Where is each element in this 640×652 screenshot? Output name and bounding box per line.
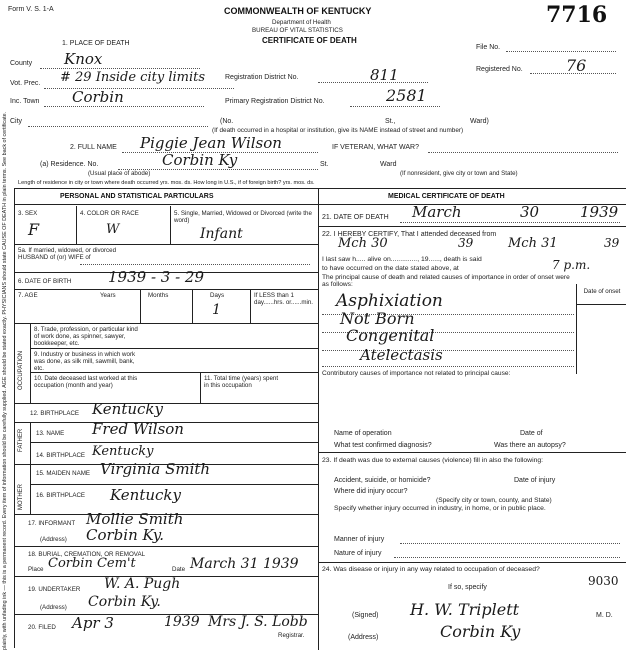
form-id: Form V. S. 1-A: [8, 6, 54, 13]
mother-birthplace-label: 16. BIRTHPLACE: [36, 492, 86, 499]
color-value: W: [106, 222, 120, 237]
city-label: City: [10, 118, 23, 125]
signed-label: (Signed): [352, 612, 379, 619]
ward-label: Ward): [470, 118, 489, 125]
inc-town-label: Inc. Town: [10, 98, 40, 105]
years-label: Years: [100, 292, 116, 299]
vot-prec-label: Vot. Prec.: [10, 80, 41, 87]
reg-district-value: 811: [370, 66, 399, 84]
filed-label: 20. FILED: [28, 624, 56, 631]
date-of-injury-label: Date of injury: [514, 477, 556, 484]
date-of-death-year: 1939: [580, 203, 619, 221]
birthplace-value: Kentucky: [92, 400, 163, 418]
days-label: Days: [210, 292, 225, 299]
informant-value: Mollie Smith: [86, 510, 184, 528]
no-label: (No.: [220, 118, 234, 125]
specify-label: Specify whether injury occurred in industry, in home, or in public place.: [334, 505, 546, 512]
md-label: M. D.: [596, 612, 613, 619]
residence-st-label: St.: [320, 161, 329, 168]
mother-birthplace-value: Kentucky: [110, 486, 181, 504]
nature-label: Nature of injury: [334, 550, 382, 557]
primary-reg-label: Primary Registration District No.: [225, 98, 325, 105]
test-label: What test confirmed diagnosis?: [334, 442, 432, 449]
attended-to: Mch 31: [508, 236, 558, 251]
burial-place-value: Corbin Cem't: [48, 556, 136, 571]
cause-line: The principal cause of death and related causes of importance in order of onset were as follows:: [322, 274, 570, 288]
date-of-death-day: 30: [520, 203, 540, 221]
occ-8-label: 8. Trade, profession, or particular kind of work done, as spinner, sawyer, bookkeeper, etc.: [34, 326, 138, 347]
color-label: 4. COLOR OR RACE: [80, 210, 139, 217]
vot-prec-value: # 29 Inside city limits: [60, 70, 206, 85]
cause-1: Asphixiation: [336, 291, 443, 311]
external-causes-label: 23. If death was due to external causes (violence) fill in also the following:: [322, 457, 544, 464]
last-saw-line: I last saw h..... alive on.............., 19......, death is said: [322, 256, 482, 263]
informant-address-value: Corbin Ky.: [86, 526, 165, 544]
marital-value: Infant: [200, 226, 243, 242]
undertaker-address-value: Corbin Ky.: [88, 594, 161, 610]
reg-district-label: Registration District No.: [225, 74, 299, 81]
residence-ward-label: Ward: [380, 161, 397, 168]
father-birthplace-label: 14. BIRTHPLACE: [36, 452, 86, 459]
hospital-note: (If death occurred in a hospital or institution, give its NAME instead of street and number): [212, 127, 464, 134]
date-of-onset-label: Date of onset: [583, 288, 621, 295]
full-name-label: 2. FULL NAME: [70, 144, 117, 151]
father-name-label: 13. NAME: [36, 430, 65, 437]
father-birthplace-value: Kentucky: [92, 444, 154, 459]
attended-from: Mch 30: [338, 236, 388, 251]
burial-place-label: Place: [28, 566, 44, 573]
undertaker-value: W. A. Pugh: [104, 576, 181, 592]
certify-label: 22. I HEREBY CERTIFY, That I attended deceased from: [322, 231, 497, 238]
date-of-death-label: 21. DATE OF DEATH: [322, 214, 389, 221]
less-than-label: If LESS than 1 day......hrs. or......min.: [254, 292, 314, 306]
stamp-number: 9030: [588, 574, 619, 588]
time-of-death: 7 p.m.: [552, 258, 591, 272]
father-name-value: Fred Wilson: [92, 420, 184, 438]
occ-9-label: 9. Industry or business in which work was done, as silk mill, sawmill, bank, etc.: [34, 351, 136, 372]
attended-to-year: 39: [604, 236, 620, 250]
certificate-number: 7716: [546, 2, 608, 28]
sex-value: F: [28, 220, 40, 239]
mother-name-label: 15. MAIDEN NAME: [36, 470, 90, 477]
registrar-value: Mrs J. S. Lobb: [208, 614, 308, 630]
county-label: County: [10, 60, 33, 67]
nonresident-note: (If nonresident, give city or town and State): [400, 170, 518, 177]
physician-address-value: Corbin Ky: [440, 622, 521, 641]
occupation-vertical-label: OCCUPATION: [18, 350, 24, 390]
residence-value: Corbin Ky: [162, 151, 238, 169]
primary-reg-value: 2581: [386, 86, 427, 105]
veteran-label: IF VETERAN, WHAT WAR?: [332, 144, 419, 151]
accident-label: Accident, suicide, or homicide?: [334, 477, 431, 484]
full-name-value: Piggie Jean Wilson: [140, 134, 282, 152]
informant-address-label: (Address): [40, 536, 67, 543]
side-instruction-note: plainly, with unfading ink — this is a permanent record. Every item of information should be carefully supplied. AGE should be stated exactly. PHYSICIANS should state CAUSE OF DEATH in plain terms. See back of certificate.: [2, 111, 8, 650]
mother-name-value: Virginia Smith: [100, 460, 211, 478]
where-note: (Specify city or town, county, and State): [436, 497, 552, 504]
if-so-label: If so, specify: [448, 584, 487, 591]
sex-label: 3. SEX: [18, 210, 38, 217]
filed-value: Apr 3: [72, 614, 114, 632]
mother-vertical-label: MOTHER: [18, 484, 24, 510]
burial-date-value: March 31 1939: [190, 556, 299, 572]
department-label: Department of Health: [272, 19, 331, 26]
age-days-value: 1: [212, 302, 221, 318]
burial-label: 18. BURIAL, CREMATION, OR REMOVAL: [28, 551, 146, 558]
occ-10-label: 10. Date deceased last worked at this occupation (month and year): [34, 375, 138, 389]
dob-label: 6. DATE OF BIRTH: [18, 278, 72, 285]
registrar-label: Registrar.: [278, 632, 305, 639]
occ-11-label: 11. Total time (years) spent in this occupation: [204, 375, 279, 389]
filed-year-value: 1939: [164, 614, 200, 630]
inc-town-value: Corbin: [72, 88, 124, 106]
physician-signature: H. W. Triplett: [410, 600, 520, 619]
birthplace-label: 12. BIRTHPLACE: [30, 410, 80, 417]
personal-heading: PERSONAL AND STATISTICAL PARTICULARS: [60, 193, 214, 200]
registered-no-value: 76: [566, 56, 587, 75]
spouse-label: 5a. If married, widowed, or divorced HUSBAND of (or) WIFE of: [18, 247, 117, 261]
age-label: 7. AGE: [18, 292, 38, 299]
usual-place-label: (Usual place of abode): [88, 170, 151, 177]
file-no-label: File No.: [476, 44, 501, 51]
autopsy-label: Was there an autopsy?: [494, 442, 566, 449]
residence-label: (a) Residence. No.: [40, 161, 99, 168]
county-value: Knox: [64, 50, 103, 68]
operation-date-label: Date of: [520, 430, 543, 437]
occupation-related-label: 24. Was disease or injury in any way related to occupation of deceased?: [322, 566, 540, 573]
occurred-line: to have occurred on the date stated above, at: [322, 265, 459, 272]
father-vertical-label: FATHER: [18, 428, 24, 452]
months-label: Months: [148, 292, 169, 299]
marital-label: 5. Single, Married, Widowed or Divorced (write the word): [174, 210, 312, 224]
operation-label: Name of operation: [334, 430, 392, 437]
informant-label: 17. INFORMANT: [28, 520, 76, 527]
where-label: Where did injury occur?: [334, 488, 408, 495]
burial-date-label: Date: [172, 566, 186, 573]
physician-address-label: (Address): [348, 634, 379, 641]
manner-label: Manner of injury: [334, 536, 385, 543]
undertaker-address-label: (Address): [40, 604, 67, 611]
dob-value: 1939 - 3 - 29: [108, 268, 205, 286]
place-of-death-heading: 1. PLACE OF DEATH: [62, 40, 130, 47]
cause-4: Atelectasis: [360, 346, 443, 364]
certificate-title: CERTIFICATE OF DEATH: [262, 36, 357, 45]
attended-from-year: 39: [458, 236, 474, 250]
medical-heading: MEDICAL CERTIFICATE OF DEATH: [388, 193, 505, 200]
date-of-death-month: March: [412, 203, 462, 221]
st-label: St.,: [385, 118, 396, 125]
undertaker-label: 19. UNDERTAKER: [28, 586, 81, 593]
contributory-label: Contributory causes of importance not related to principal cause:: [322, 370, 511, 377]
registered-no-label: Registered No.: [476, 66, 523, 73]
length-of-residence-note: Length of residence in city or town where death occurred yrs. mos. ds. How long in U.S., if of foreign birth? yrs. mos. ds.: [18, 180, 315, 186]
cause-2: Not Born: [340, 309, 415, 328]
commonwealth-title: COMMONWEALTH OF KENTUCKY: [224, 6, 372, 16]
cause-3: Congenital: [346, 326, 435, 345]
bureau-label: BUREAU OF VITAL STATISTICS: [252, 27, 343, 34]
